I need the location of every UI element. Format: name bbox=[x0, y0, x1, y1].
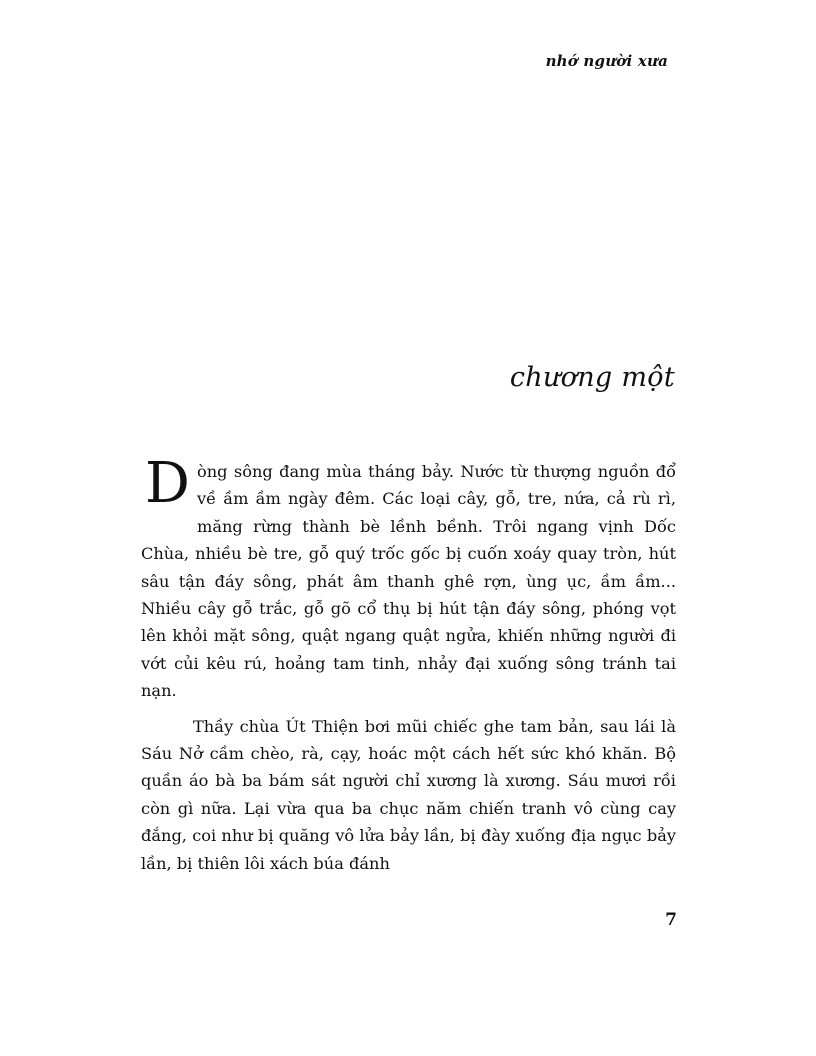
chapter-title: chương một bbox=[509, 362, 675, 393]
paragraph-1-text: òng sông đang mùa tháng bảy. Nước từ thượng nguồn đổ về ầm ầm ngày đêm. Các loại cây, gỗ, tre, nứa, cả rù rì, măng rừng thành bè lềnh bềnh. Trôi ngang vịnh Dốc Chùa, nhiều bè tre, gỗ quý trốc gốc bị cuốn xoáy quay tròn, hút sâu tận đáy sông, phát âm thanh ghê rợn, ùng ục, ầm ầm... Nhiều cây gỗ trắc, gỗ gõ cổ thụ bị hút tận đáy sông, phóng vọt lên khỏi mặt sông, quật ngang quật ngửa, khiến những người đi vớt củi kêu rú, hoảng tam tinh, nhảy đại xuống sông tránh tai nạn. bbox=[141, 462, 676, 701]
paragraph-1 bbox=[141, 451, 676, 705]
drop-cap: D bbox=[145, 451, 190, 516]
paragraph-2: Thầy chùa Út Thiện bơi mũi chiếc ghe tam bản, sau lái là Sáu Nở cầm chèo, rà, cạy, hoác một cách hết sức khó khăn. Bộ quần áo bà ba bám sát người chỉ xương là xương. Sáu mươi rồi còn gì nữa. Lại vừa qua ba chục năm chiến tranh vô cùng cay đắng, coi như bị quăng vô lửa bảy lần, bị đày xuống địa ngục bảy lần, bị thiên lôi xách búa đánh bbox=[141, 716, 676, 873]
drop-cap-container bbox=[141, 451, 191, 516]
page-number: 7 bbox=[665, 910, 677, 930]
running-header-title: nhớ người xưa bbox=[545, 52, 668, 70]
body-text bbox=[141, 451, 676, 877]
